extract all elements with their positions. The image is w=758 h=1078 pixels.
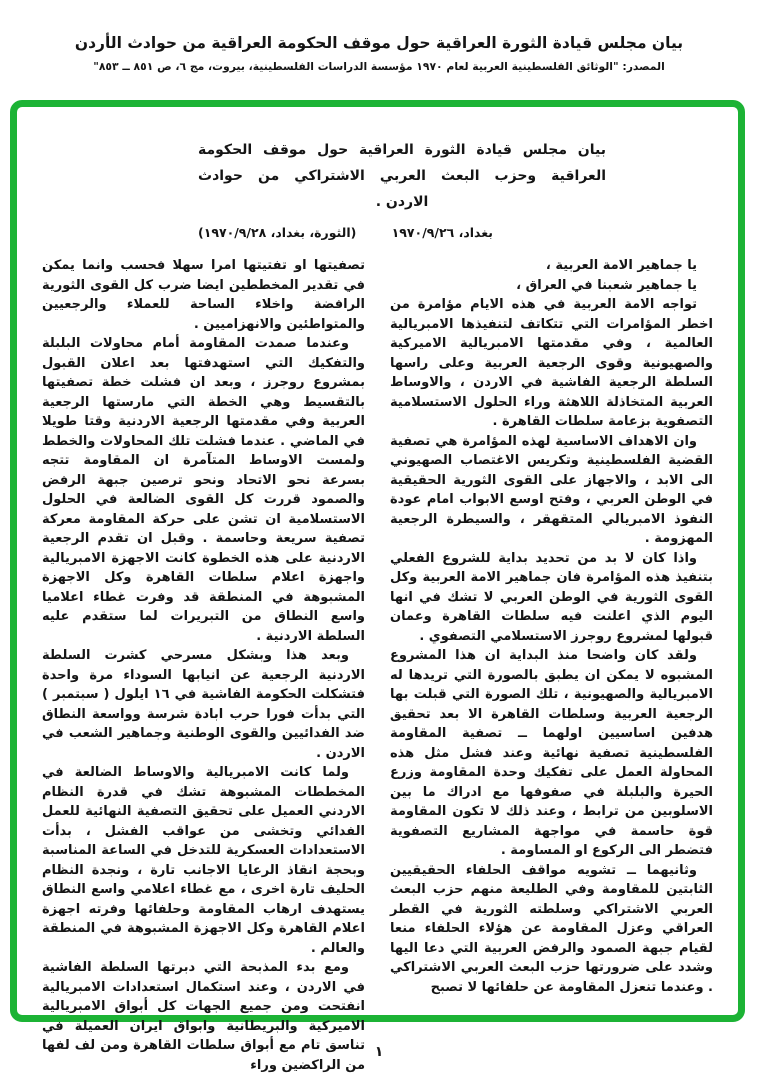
page-number: ١ — [374, 1044, 384, 1060]
paragraph: وان الاهداف الاساسية لهذه المؤامرة هي تصفية القضية الفلسطينية وتكريس الاغتصاب الصهيوني الى الابد ، والاجهاز على القوى الثورية الحقيقية في الوطن العربي ، وفتح اوسع الابواب امام عودة النفوذ الامبريالي المتقهقر ، والسيطرة الرجعية المهزومة . — [390, 433, 713, 546]
outer-header — [0, 0, 758, 73]
greeting-line-1: يا جماهير الامة العربية ، — [545, 258, 697, 273]
paragraph: وعندما صمدت المقاومة أمام محاولات البلبلة والتفكيك التي استهدفتها بعد اعلان القبول بمشروع روجرز ، وبعد ان فشلت خطة تصفيتها بالتقسيط وهي الخطة التي مارستها الرجعية العربية وفي مقدمتها الرجعية الاردنية وقتا طويلا في الماضي . عندما فشلت تلك المحاولات والخطط ولمست الاوساط المتآمرة ان المقاومة تتجه بسرعة نحو الاتحاد ونحو ترصين جبهة الرفض والصمود قررت كل القوى الضالعة في الحلول الاستسلامية ان تشن على حركة المقاومة معركة تصفية سريعة وحاسمة . وقبل ان تقدم الرجعية الاردنية على هذه الخطوة كانت الاجهزة الامبريالية واجهزة اعلام سلطات القاهرة وكل الاجهزة المشبوهة في المنطقة قد وفرت غطاء اعلاميا واسع النطاق من التبريرات لما ستقدم عليه السلطة الاردنية . — [42, 336, 365, 644]
title-line-1: بيان مجلس قيادة الثورة العراقية حول موقف الحكومة — [198, 142, 606, 158]
source-line: المصدر: "الوثائق الفلسطينية العربية لعام ١٩٧٠ مؤسسة الدراسات الفلسطينية، بيروت، مج ٦، ص ٨٥١ ــ ٨٥٣" — [93, 60, 665, 73]
dateline-date: بغداد، ١٩٧٠/٩/٢٦ — [391, 225, 493, 240]
paragraph: تصفيتها او تفتيتها امرا سهلا فحسب وانما يمكن في تقدير المخططين ايضا ضرب كل القوى الثورية الرافضة واخلاء الساحة للعملاء والرجعيين والمتواطئين والانهزاميين . — [42, 258, 365, 332]
title-line-3: الاردن . — [375, 194, 429, 210]
dateline — [198, 225, 493, 240]
paragraph: وثانيهما ــ تشويه مواقف الحلفاء الحقيقيين الثابتين للمقاومة وفي الطليعة منهم حزب البعث العربي الاشتراكي وسلطته الثورية في القطر العراقي وعزل المقاومة عن هؤلاء الحلفاء منعا لقيام جبهة الصمود والرفض العربية التي دعا اليها وشدد على ضرورتها حزب البعث العربي الاشتراكي . وعندما تنعزل المقاومة عن حلفائها لا تصبح — [390, 862, 713, 995]
paragraph: وبعد هذا وبشكل مسرحي كشرت السلطة الاردنية الرجعية عن انيابها السوداء مرة واحدة فتشكلت الحكومة الفاشية في ١٦ ايلول ( سبتمبر ) التي بدأت فورا حرب ابادة شرسة وواسعة النطاق ضد الفدائيين والقوى الوطنية وجماهير الشعب في الاردن . — [42, 648, 365, 761]
column-right — [390, 256, 713, 1075]
paragraph: واذا كان لا بد من تحديد بداية للشروع الفعلي بتنفيذ هذه المؤامرة فان جماهير الامة العربية وكل القوى الثورية في الوطن العربي لا تشك في انها اليوم الذي اعلنت فيه سلطات القاهرة وعمان قبولها لمشروع روجرز الاستسلامي التصفوي . — [390, 550, 713, 644]
paragraph: ومع بدء المذبحة التي دبرتها السلطة الفاشية في الاردن ، وعند استكمال استعدادات الامبريالية انفتحت ومن جميع الجهات كل أبواق الامبريالية الاميركية والبريطانية وابواق ايران العميلة في تناسق تام مع أبواق سلطات القاهرة ومن لف لفها من الراكضين وراء — [42, 960, 365, 1073]
paragraph: تواجه الامة العربية في هذه الايام مؤامرة من اخطر المؤامرات التي تتكاتف لتنفيذها الامبريالية العالمية ، وفي مقدمتها الامبريالية الاميركية والصهيونية وقوى الرجعية العربية وعلى راسها السلطة الرجعية الفاشية في الاردن ، والاوساط العربية المتخاذلة اللاهثة وراء الحلول الاستسلامية التصفوية بزعامة سلطات القاهرة . — [390, 297, 713, 429]
greeting-line-2: يا جماهير شعبنا في العراق ، — [516, 277, 697, 293]
page-title: بيان مجلس قيادة الثورة العراقية حول موقف الحكومة العراقية من حوادث الأردن — [74, 34, 684, 52]
paragraph: ولما كانت الامبريالية والاوساط الضالعة في المخططات المشبوهة تشك في قدرة النظام الاردني العميل على تحقيق التصفية النهائية للعمل الفدائي وتخشى من عواقب الفشل ، بدأت الاستعدادات العسكرية للتدخل في الساعة المناسبة وبحجة انقاذ الرعايا الاجانب تارة ، ونجدة النظام الحليف تارة اخرى ، مع غطاء اعلامي واسع النطاق يستهدف ارهاب المقاومة وحلفائها وفرته اجهزة اعلام القاهرة وكل الاجهزة المشبوهة في المنطقة والعالم . — [42, 765, 365, 956]
column-left — [42, 256, 365, 1075]
document-title — [198, 137, 606, 215]
dateline-publication: (الثورة، بغداد، ١٩٧٠/٩/٢٨) — [198, 225, 357, 240]
title-line-2: العراقية وحزب البعث العربي الاشتراكي من حوادث — [198, 168, 606, 184]
paragraph: ولقد كان واضحا منذ البداية ان هذا المشروع المشبوه لا يمكن ان يطبق بالصورة التي تريدها له الامبريالية والصهيونية ، تلك الصورة التي قبلت بها الرجعية العربية وسلطات القاهرة الا بعد تحقيق هدفين اساسيين اولهما ــ تصفية المقاومة الفلسطينية تصفية نهائية وعند فشل مثل هذه المحاولة العمل على تفكيك وحدة المقاومة وزرع الحيرة والبلبلة في صفوفها مع ادراك ما بين الاسلوبين من ترابط ، وعند ذلك لا تكون المقاومة قوة حاسمة في مواجهة المشاريع التصفوية فتضطر الى الركوع او المساومة . — [390, 648, 713, 858]
body-columns — [42, 256, 713, 1075]
document-frame — [10, 100, 745, 1073]
